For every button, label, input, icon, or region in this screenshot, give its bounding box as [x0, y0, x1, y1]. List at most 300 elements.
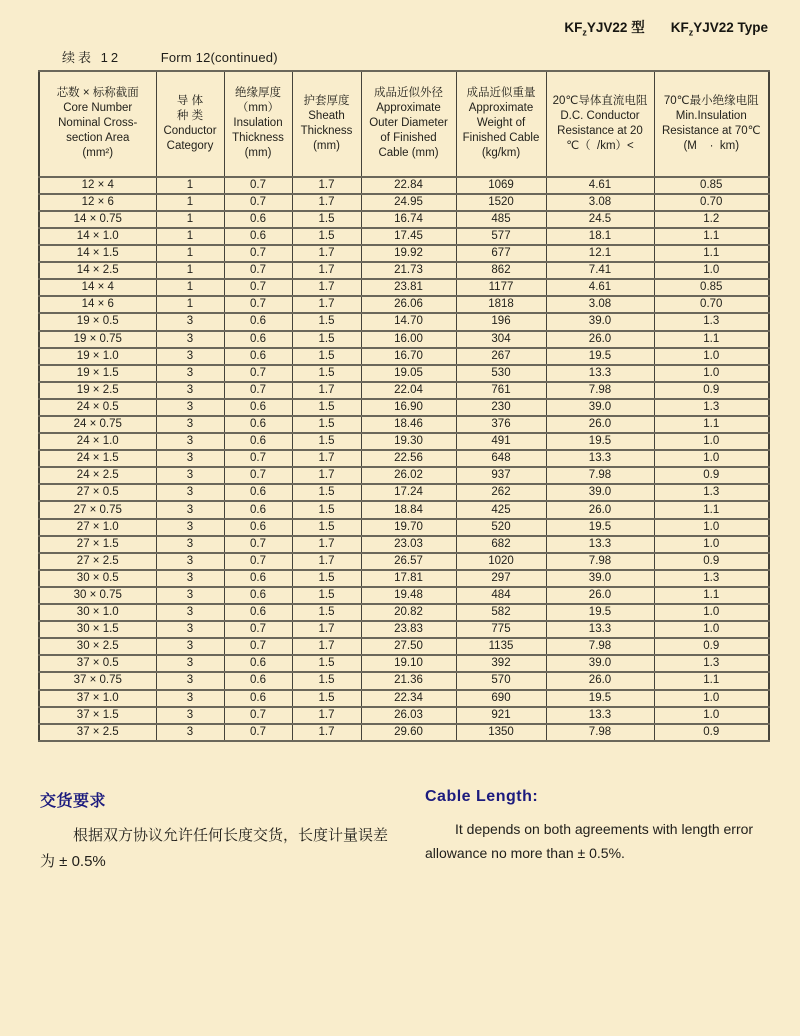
table-cell: 3	[156, 604, 224, 621]
table-cell: 13.3	[546, 707, 654, 724]
table-row	[39, 484, 769, 501]
table-row	[39, 211, 769, 228]
table-cell: 1.5	[292, 501, 361, 518]
table-cell: 3	[156, 348, 224, 365]
table-cell: 4.61	[546, 177, 654, 194]
table-row	[39, 553, 769, 570]
table-cell: 862	[456, 262, 546, 279]
table-cell: 1.5	[292, 604, 361, 621]
table-cell: 1	[156, 228, 224, 245]
table-cell: 19.5	[546, 604, 654, 621]
table-cell: 1.0	[654, 519, 769, 536]
cable-length-body: It depends on both agreements with length error allowance no more than ± 0.5%.	[425, 820, 754, 861]
table-cell: 20.82	[361, 604, 456, 621]
document-header	[38, 16, 768, 66]
table-cell: 1.2	[654, 211, 769, 228]
table-row	[39, 672, 769, 689]
table-cell: 1.7	[292, 467, 361, 484]
table-cell: 3	[156, 655, 224, 672]
table-cell: 0.7	[224, 262, 292, 279]
table-cell: 1177	[456, 279, 546, 296]
table-cell: 19.92	[361, 245, 456, 262]
table-row	[39, 501, 769, 518]
table-cell: 22.34	[361, 690, 456, 707]
table-cell: 582	[456, 604, 546, 621]
table-cell: 3	[156, 450, 224, 467]
table-cell: 14 × 1.0	[39, 228, 156, 245]
table-cell: 30 × 0.75	[39, 587, 156, 604]
table-row	[39, 604, 769, 621]
table-row	[39, 467, 769, 484]
table-cell: 0.6	[224, 484, 292, 501]
table-cell: 1.5	[292, 399, 361, 416]
table-cell: 1.5	[292, 228, 361, 245]
form-label-en: Form 12(continued)	[160, 49, 278, 65]
table-cell: 0.7	[224, 536, 292, 553]
notes-section	[40, 788, 772, 876]
table-row	[39, 570, 769, 587]
table-row	[39, 433, 769, 450]
table-cell: 1.7	[292, 553, 361, 570]
table-cell: 775	[456, 621, 546, 638]
table-cell: 1.5	[292, 519, 361, 536]
table-cell: 39.0	[546, 655, 654, 672]
table-cell: 0.7	[224, 382, 292, 399]
table-cell: 30 × 1.5	[39, 621, 156, 638]
table-row	[39, 296, 769, 313]
table-row	[39, 194, 769, 211]
table-cell: 3	[156, 536, 224, 553]
table-cell: 16.90	[361, 399, 456, 416]
table-cell: 1.7	[292, 245, 361, 262]
table-cell: 7.98	[546, 467, 654, 484]
table-cell: 1.3	[654, 399, 769, 416]
table-cell: 19.48	[361, 587, 456, 604]
table-cell: 3	[156, 621, 224, 638]
table-cell: 27 × 1.0	[39, 519, 156, 536]
column-header-insulation-thickness: 绝缘厚度 （mm） Insulation Thickness (mm)	[224, 71, 292, 177]
table-cell: 3	[156, 519, 224, 536]
column-header-dc-resistance: 20℃导体直流电阻 D.C. Conductor Resistance at 20 ℃（ /km）<	[546, 71, 654, 177]
table-cell: 24.95	[361, 194, 456, 211]
table-cell: 0.6	[224, 313, 292, 330]
table-cell: 1.1	[654, 501, 769, 518]
table-cell: 19 × 2.5	[39, 382, 156, 399]
table-cell: 37 × 0.75	[39, 672, 156, 689]
table-cell: 1.3	[654, 655, 769, 672]
delivery-requirements-body: 根据双方协议允许任何长度交货，长度计量误差为 ± 0.5%	[40, 826, 389, 871]
table-cell: 19 × 1.5	[39, 365, 156, 382]
table-cell: 14 × 2.5	[39, 262, 156, 279]
table-cell: 22.04	[361, 382, 456, 399]
table-cell: 19.05	[361, 365, 456, 382]
table-cell: 230	[456, 399, 546, 416]
table-cell: 1.7	[292, 536, 361, 553]
table-cell: 0.70	[654, 194, 769, 211]
table-cell: 19.70	[361, 519, 456, 536]
table-cell: 1.0	[654, 690, 769, 707]
table-cell: 39.0	[546, 570, 654, 587]
table-row	[39, 690, 769, 707]
table-cell: 1.0	[654, 707, 769, 724]
table-cell: 1069	[456, 177, 546, 194]
table-cell: 3	[156, 553, 224, 570]
table-cell: 1.5	[292, 690, 361, 707]
table-cell: 485	[456, 211, 546, 228]
table-cell: 7.41	[546, 262, 654, 279]
table-cell: 0.6	[224, 690, 292, 707]
table-cell: 0.6	[224, 416, 292, 433]
table-cell: 27 × 2.5	[39, 553, 156, 570]
table-cell: 1.7	[292, 194, 361, 211]
table-cell: 19 × 0.5	[39, 313, 156, 330]
table-cell: 7.98	[546, 638, 654, 655]
model-title-en: $KF_zYJV22$ Type	[670, 20, 768, 38]
table-cell: 26.02	[361, 467, 456, 484]
table-cell: 0.6	[224, 211, 292, 228]
table-row	[39, 228, 769, 245]
table-cell: 1.5	[292, 416, 361, 433]
table-cell: 12 × 6	[39, 194, 156, 211]
table-cell: 0.6	[224, 519, 292, 536]
table-cell: 13.3	[546, 365, 654, 382]
table-row	[39, 262, 769, 279]
table-cell: 0.7	[224, 177, 292, 194]
table-cell: 0.6	[224, 587, 292, 604]
table-cell: 196	[456, 313, 546, 330]
table-cell: 3	[156, 587, 224, 604]
table-cell: 24 × 2.5	[39, 467, 156, 484]
table-cell: 0.7	[224, 279, 292, 296]
table-cell: 1.5	[292, 655, 361, 672]
table-cell: 1.1	[654, 587, 769, 604]
table-cell: 1.7	[292, 382, 361, 399]
table-cell: 26.0	[546, 587, 654, 604]
table-cell: 3	[156, 570, 224, 587]
table-cell: 0.6	[224, 433, 292, 450]
table-cell: 16.74	[361, 211, 456, 228]
table-cell: 27 × 1.5	[39, 536, 156, 553]
table-row	[39, 621, 769, 638]
table-cell: 921	[456, 707, 546, 724]
table-cell: 3	[156, 365, 224, 382]
table-cell: 1	[156, 262, 224, 279]
table-cell: 3.08	[546, 194, 654, 211]
table-cell: 0.6	[224, 655, 292, 672]
delivery-requirements-heading: 交货要求	[40, 792, 107, 810]
table-cell: 7.98	[546, 724, 654, 741]
table-cell: 297	[456, 570, 546, 587]
table-cell: 29.60	[361, 724, 456, 741]
table-cell: 677	[456, 245, 546, 262]
table-cell: 937	[456, 467, 546, 484]
table-cell: 1.0	[654, 365, 769, 382]
table-cell: 1818	[456, 296, 546, 313]
table-cell: 761	[456, 382, 546, 399]
table-cell: 3	[156, 484, 224, 501]
table-cell: 0.7	[224, 724, 292, 741]
table-cell: 14 × 1.5	[39, 245, 156, 262]
table-cell: 262	[456, 484, 546, 501]
table-cell: 0.85	[654, 279, 769, 296]
table-row	[39, 450, 769, 467]
table-cell: 3	[156, 382, 224, 399]
table-cell: 21.36	[361, 672, 456, 689]
table-cell: 1.5	[292, 570, 361, 587]
table-cell: 0.7	[224, 194, 292, 211]
table-cell: 1.1	[654, 228, 769, 245]
table-cell: 27 × 0.5	[39, 484, 156, 501]
table-cell: 14 × 4	[39, 279, 156, 296]
table-cell: 24 × 0.75	[39, 416, 156, 433]
table-cell: 520	[456, 519, 546, 536]
table-cell: 0.9	[654, 724, 769, 741]
table-row	[39, 245, 769, 262]
table-cell: 24.5	[546, 211, 654, 228]
table-cell: 570	[456, 672, 546, 689]
table-cell: 0.9	[654, 638, 769, 655]
table-cell: 1.5	[292, 587, 361, 604]
table-cell: 648	[456, 450, 546, 467]
table-row	[39, 365, 769, 382]
table-cell: 0.7	[224, 638, 292, 655]
table-cell: 1.3	[654, 570, 769, 587]
table-cell: 3	[156, 467, 224, 484]
table-cell: 27.50	[361, 638, 456, 655]
table-cell: 530	[456, 365, 546, 382]
table-cell: 0.6	[224, 228, 292, 245]
table-cell: 1.0	[654, 604, 769, 621]
table-cell: 16.00	[361, 331, 456, 348]
table-cell: 22.56	[361, 450, 456, 467]
table-cell: 1135	[456, 638, 546, 655]
table-cell: 0.6	[224, 604, 292, 621]
table-cell: 491	[456, 433, 546, 450]
table-cell: 30 × 2.5	[39, 638, 156, 655]
table-cell: 19.10	[361, 655, 456, 672]
column-header-outer-diameter: 成品近似外径 Approximate Outer Diameter of Finished Cable (mm)	[361, 71, 456, 177]
table-cell: 39.0	[546, 399, 654, 416]
table-cell: 14 × 6	[39, 296, 156, 313]
table-cell: 18.46	[361, 416, 456, 433]
table-cell: 0.6	[224, 501, 292, 518]
table-cell: 484	[456, 587, 546, 604]
table-cell: 19.5	[546, 690, 654, 707]
table-cell: 3	[156, 331, 224, 348]
table-cell: 26.57	[361, 553, 456, 570]
table-cell: 1.3	[654, 484, 769, 501]
table-cell: 3	[156, 690, 224, 707]
table-cell: 1.5	[292, 211, 361, 228]
table-cell: 17.81	[361, 570, 456, 587]
table-cell: 13.3	[546, 536, 654, 553]
table-cell: 37 × 2.5	[39, 724, 156, 741]
table-cell: 682	[456, 536, 546, 553]
table-cell: 0.70	[654, 296, 769, 313]
table-cell: 0.6	[224, 570, 292, 587]
table-cell: 304	[456, 331, 546, 348]
table-cell: 3	[156, 416, 224, 433]
table-cell: 0.6	[224, 399, 292, 416]
table-cell: 26.03	[361, 707, 456, 724]
table-row	[39, 177, 769, 194]
table-cell: 3	[156, 724, 224, 741]
table-cell: 1.0	[654, 433, 769, 450]
model-title	[38, 16, 768, 38]
table-row	[39, 279, 769, 296]
table-cell: 1	[156, 177, 224, 194]
table-cell: 376	[456, 416, 546, 433]
table-cell: 26.0	[546, 672, 654, 689]
table-cell: 0.85	[654, 177, 769, 194]
table-cell: 7.98	[546, 382, 654, 399]
table-cell: 3	[156, 433, 224, 450]
column-header-sheath-thickness: 护套厚度 Sheath Thickness (mm)	[292, 71, 361, 177]
table-cell: 1	[156, 211, 224, 228]
table-cell: 1.7	[292, 262, 361, 279]
table-row	[39, 382, 769, 399]
table-cell: 1.1	[654, 331, 769, 348]
table-cell: 23.83	[361, 621, 456, 638]
table-cell: 1.7	[292, 707, 361, 724]
table-header	[39, 71, 769, 177]
table-cell: 0.7	[224, 553, 292, 570]
table-row	[39, 348, 769, 365]
table-row	[39, 416, 769, 433]
table-cell: 19.5	[546, 348, 654, 365]
table-cell: 3	[156, 313, 224, 330]
table-cell: 3	[156, 672, 224, 689]
table-cell: 23.03	[361, 536, 456, 553]
table-cell: 22.84	[361, 177, 456, 194]
table-cell: 24 × 1.0	[39, 433, 156, 450]
table-cell: 21.73	[361, 262, 456, 279]
table-cell: 3	[156, 638, 224, 655]
table-cell: 1.7	[292, 621, 361, 638]
table-cell: 16.70	[361, 348, 456, 365]
table-cell: 3	[156, 501, 224, 518]
table-cell: 30 × 1.0	[39, 604, 156, 621]
table-cell: 37 × 1.0	[39, 690, 156, 707]
table-cell: 1.7	[292, 279, 361, 296]
table-row	[39, 587, 769, 604]
table-row	[39, 707, 769, 724]
table-row	[39, 655, 769, 672]
table-cell: 0.9	[654, 382, 769, 399]
delivery-requirements-note	[40, 788, 392, 876]
table-cell: 1.0	[654, 621, 769, 638]
table-cell: 1520	[456, 194, 546, 211]
table-cell: 1020	[456, 553, 546, 570]
table-cell: 27 × 0.75	[39, 501, 156, 518]
table-cell: 19.5	[546, 519, 654, 536]
table-cell: 1	[156, 296, 224, 313]
table-cell: 0.6	[224, 348, 292, 365]
table-cell: 1.7	[292, 638, 361, 655]
table-row	[39, 399, 769, 416]
table-cell: 19 × 1.0	[39, 348, 156, 365]
table-cell: 1.7	[292, 296, 361, 313]
table-cell: 1.0	[654, 536, 769, 553]
table-cell: 1.0	[654, 348, 769, 365]
table-cell: 1	[156, 279, 224, 296]
table-cell: 26.0	[546, 331, 654, 348]
form-caption	[38, 47, 768, 66]
table-cell: 0.9	[654, 553, 769, 570]
table-cell: 1.5	[292, 365, 361, 382]
table-cell: 392	[456, 655, 546, 672]
form-label-cn: 续表 12	[62, 49, 122, 65]
table-cell: 1.1	[654, 672, 769, 689]
table-cell: 1.5	[292, 672, 361, 689]
column-header-min-insulation-resistance: 70℃最小绝缘电阻 Min.Insulation Resistance at 70℃ (M · km)	[654, 71, 769, 177]
table-row	[39, 536, 769, 553]
table-cell: 19.30	[361, 433, 456, 450]
table-cell: 0.7	[224, 450, 292, 467]
table-cell: 3.08	[546, 296, 654, 313]
table-cell: 1.5	[292, 313, 361, 330]
cable-length-note	[425, 788, 772, 876]
table-cell: 39.0	[546, 313, 654, 330]
table-cell: 0.7	[224, 296, 292, 313]
table-cell: 1.5	[292, 433, 361, 450]
table-row	[39, 331, 769, 348]
table-cell: 425	[456, 501, 546, 518]
table-cell: 1.7	[292, 450, 361, 467]
table-cell: 12.1	[546, 245, 654, 262]
table-cell: 0.7	[224, 707, 292, 724]
table-cell: 1.5	[292, 331, 361, 348]
table-row	[39, 313, 769, 330]
table-cell: 0.9	[654, 467, 769, 484]
cable-length-heading: Cable Length:	[425, 787, 539, 805]
table-cell: 1.5	[292, 484, 361, 501]
column-header-weight: 成品近似重量 Approximate Weight of Finished Cable (kg/km)	[456, 71, 546, 177]
table-cell: 19.5	[546, 433, 654, 450]
table-cell: 17.24	[361, 484, 456, 501]
column-header-conductor-category: 导 体 种 类 Conductor Category	[156, 71, 224, 177]
table-cell: 26.0	[546, 501, 654, 518]
table-cell: 0.7	[224, 621, 292, 638]
table-cell: 4.61	[546, 279, 654, 296]
table-header-row	[39, 71, 769, 177]
table-cell: 23.81	[361, 279, 456, 296]
table-cell: 1.1	[654, 245, 769, 262]
table-cell: 0.7	[224, 245, 292, 262]
table-cell: 19 × 0.75	[39, 331, 156, 348]
table-cell: 24 × 1.5	[39, 450, 156, 467]
table-cell: 26.0	[546, 416, 654, 433]
table-cell: 37 × 1.5	[39, 707, 156, 724]
table-cell: 13.3	[546, 621, 654, 638]
table-cell: 24 × 0.5	[39, 399, 156, 416]
table-cell: 1.0	[654, 450, 769, 467]
table-cell: 1.7	[292, 724, 361, 741]
table-cell: 0.6	[224, 331, 292, 348]
table-cell: 0.6	[224, 672, 292, 689]
column-header-core-section: 芯数 × 标称截面 Core Number Nominal Cross- section Area (mm²)	[39, 71, 156, 177]
table-cell: 30 × 0.5	[39, 570, 156, 587]
table-cell: 13.3	[546, 450, 654, 467]
table-row	[39, 638, 769, 655]
table-cell: 1.1	[654, 416, 769, 433]
table-cell: 1.5	[292, 348, 361, 365]
table-cell: 14 × 0.75	[39, 211, 156, 228]
table-body	[39, 177, 769, 741]
table-cell: 1.3	[654, 313, 769, 330]
table-cell: 37 × 0.5	[39, 655, 156, 672]
table-cell: 18.1	[546, 228, 654, 245]
